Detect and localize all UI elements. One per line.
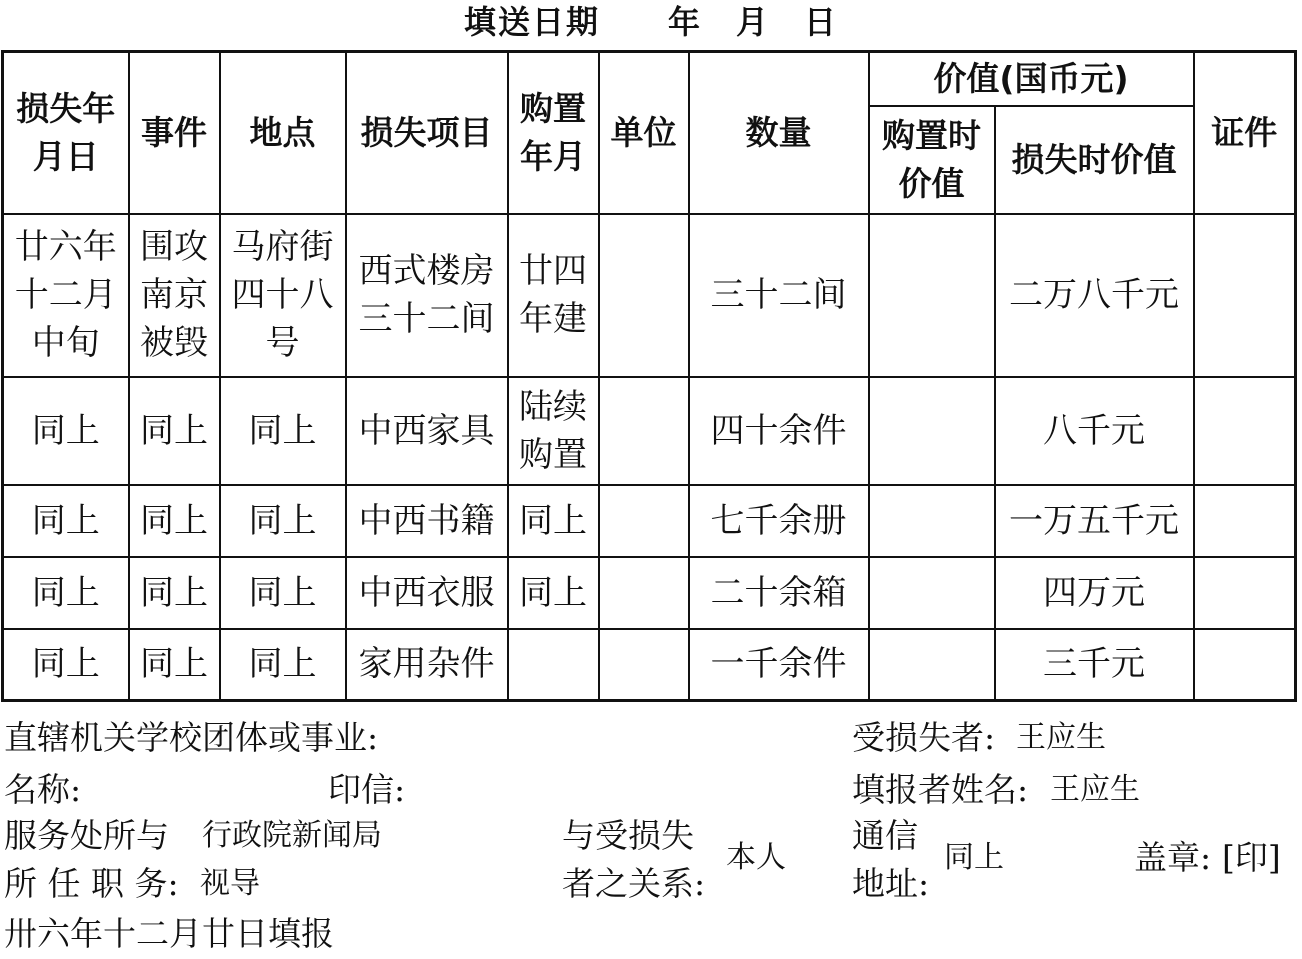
cell-event: 同上 <box>129 629 220 701</box>
relation-value: 本人 <box>726 840 786 875</box>
cell-date: 同上 <box>3 377 129 485</box>
post-value: 视导 <box>200 866 260 901</box>
office-label: 服务处所与 <box>4 816 169 855</box>
cell-value-purchase <box>869 214 995 377</box>
table-row <box>3 214 1296 377</box>
post-label: 所 任 职 务: <box>4 864 179 903</box>
cell-date: 同上 <box>3 485 129 557</box>
cell-value-purchase <box>869 377 995 485</box>
cell-unit <box>599 377 689 485</box>
cell-place: 马府街四十八号 <box>220 214 346 377</box>
relation-label-2: 者之关系: <box>562 864 706 903</box>
cell-item: 西式楼房三十二间 <box>346 214 508 377</box>
cell-place: 同上 <box>220 485 346 557</box>
victim-label: 受损失者: <box>852 718 996 757</box>
cell-unit <box>599 629 689 701</box>
cell-quantity: 七千余册 <box>689 485 869 557</box>
cell-event: 同上 <box>129 377 220 485</box>
cell-quantity: 二十余箱 <box>689 557 869 629</box>
cell-event: 同上 <box>129 485 220 557</box>
office-value: 行政院新闻局 <box>202 818 382 853</box>
cell-proof <box>1194 214 1296 377</box>
cell-unit <box>599 214 689 377</box>
cell-proof <box>1194 629 1296 701</box>
cell-quantity: 一千余件 <box>689 629 869 701</box>
col-header-purchase-date: 购置年月 <box>508 52 599 214</box>
cell-event: 同上 <box>129 557 220 629</box>
cell-item: 中西家具 <box>346 377 508 485</box>
col-header-value-loss: 损失时价值 <box>995 106 1194 214</box>
address-label-2: 地址: <box>852 864 930 903</box>
col-header-date: 损失年月日 <box>3 52 129 214</box>
cell-value-loss: 四万元 <box>995 557 1194 629</box>
table-row <box>3 377 1296 485</box>
col-header-value-group: 价值(国币元) <box>869 52 1194 106</box>
cell-value-purchase <box>869 557 995 629</box>
cell-place: 同上 <box>220 377 346 485</box>
page-title: 填送日期 年 月 日 <box>463 3 838 41</box>
cell-value-purchase <box>869 485 995 557</box>
cell-event: 围攻南京被毁 <box>129 214 220 377</box>
reporter-label: 填报者姓名: <box>852 770 1029 809</box>
org-label: 直辖机关学校团体或事业: <box>4 718 379 757</box>
cell-proof <box>1194 557 1296 629</box>
table-row <box>3 557 1296 629</box>
cell-quantity: 三十二间 <box>689 214 869 377</box>
cell-place: 同上 <box>220 629 346 701</box>
cell-value-loss: 八千元 <box>995 377 1194 485</box>
name-label: 名称: <box>4 770 82 809</box>
loss-table <box>1 50 1297 702</box>
cell-purchase-date: 陆续购置 <box>508 377 599 485</box>
cell-proof <box>1194 485 1296 557</box>
cell-purchase-date: 廿四年建 <box>508 214 599 377</box>
cell-unit <box>599 485 689 557</box>
cell-proof <box>1194 377 1296 485</box>
col-header-item: 损失项目 <box>346 52 508 214</box>
cell-date: 同上 <box>3 557 129 629</box>
col-header-quantity: 数量 <box>689 52 869 214</box>
col-header-proof: 证件 <box>1194 52 1296 214</box>
cell-purchase-date: 同上 <box>508 485 599 557</box>
col-header-value-purchase: 购置时价值 <box>869 106 995 214</box>
address-label-1: 通信 <box>852 816 918 855</box>
cell-place: 同上 <box>220 557 346 629</box>
cell-quantity: 四十余件 <box>689 377 869 485</box>
cell-item: 家用杂件 <box>346 629 508 701</box>
cell-date: 同上 <box>3 629 129 701</box>
cell-value-loss: 三千元 <box>995 629 1194 701</box>
address-value: 同上 <box>944 840 1004 875</box>
reporter-value: 王应生 <box>1050 772 1140 807</box>
cell-value-loss: 一万五千元 <box>995 485 1194 557</box>
cell-value-purchase <box>869 629 995 701</box>
col-header-event: 事件 <box>129 52 220 214</box>
cell-value-loss: 二万八千元 <box>995 214 1194 377</box>
cell-purchase-date: 同上 <box>508 557 599 629</box>
cell-item: 中西书籍 <box>346 485 508 557</box>
seal-label: 印信: <box>328 770 406 809</box>
relation-label-1: 与受损失 <box>562 816 694 855</box>
table-row <box>3 485 1296 557</box>
cell-item: 中西衣服 <box>346 557 508 629</box>
cell-purchase-date <box>508 629 599 701</box>
col-header-place: 地点 <box>220 52 346 214</box>
table-row <box>3 629 1296 701</box>
report-date: 卅六年十二月廿日填报 <box>4 914 334 953</box>
cell-date: 廿六年十二月中旬 <box>3 214 129 377</box>
stamp-value: [印] <box>1222 838 1281 877</box>
victim-value: 王应生 <box>1016 720 1106 755</box>
col-header-unit: 单位 <box>599 52 689 214</box>
stamp-label: 盖章: <box>1134 838 1212 877</box>
cell-unit <box>599 557 689 629</box>
